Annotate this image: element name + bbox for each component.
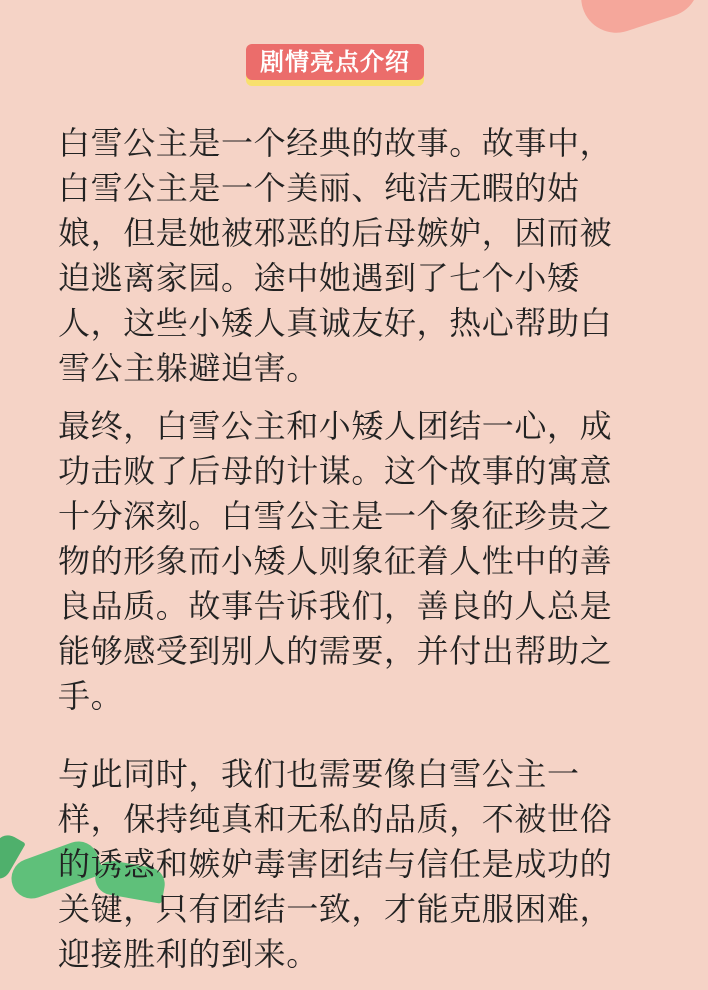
page-title: 剧情亮点介绍 [246,44,424,80]
article-paragraph-2: 最终，白雪公主和小矮人团结一心，成功击败了后母的计谋。这个故事的寓意十分深刻。白雪公主是一个象征珍贵之物的形象而小矮人则象征着人性中的善良品质。故事告诉我们，善良的人总是能够感受到别人的需要，并付出帮助之手。 [58,407,613,715]
article-paragraph-1: 白雪公主是一个经典的故事。故事中，白雪公主是一个美丽、纯洁无暇的姑娘，但是她被邪恶的后母嫉妒，因而被迫逃离家园。途中她遇到了七个小矮人，这些小矮人真诚友好，热心帮助白雪公主躲避迫害。 [58,124,613,387]
decorative-pink-leaf [572,0,708,42]
title-wrapper [0,44,670,80]
article-body [58,121,618,990]
article-paragraph-3: 与此同时，我们也需要像白雪公主一样，保持纯真和无私的品质，不被世俗的诱惑和嫉妒毒害团结与信任是成功的关键，只有团结一致，才能克服困难，迎接胜利的到来。 [58,755,613,973]
